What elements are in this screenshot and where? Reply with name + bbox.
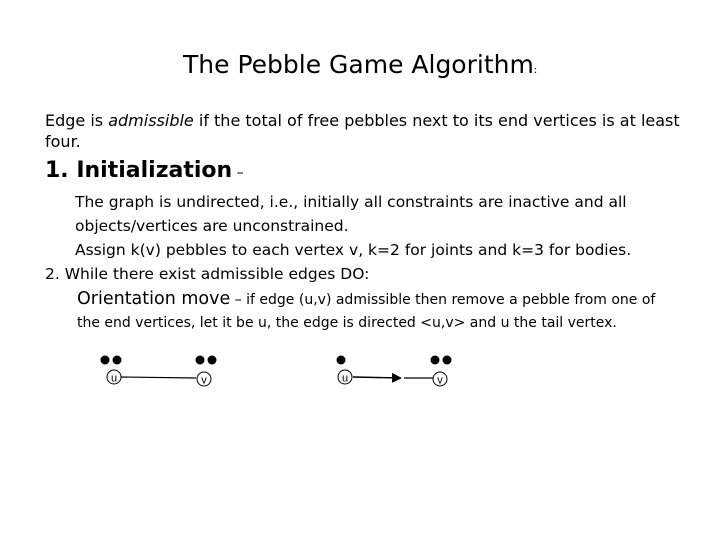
vertex-u-label: u — [341, 372, 349, 385]
directed-edge — [353, 377, 399, 378]
vertex-u-label: u — [110, 372, 118, 385]
pebble — [196, 356, 205, 365]
definition-prefix: Edge is — [45, 111, 109, 130]
title-colon: : — [533, 65, 538, 76]
vertex-v-label: v — [437, 374, 443, 387]
title-text: The Pebble Game Algorithm — [183, 50, 534, 79]
diagram-after — [337, 356, 452, 387]
definition-term: admissible — [108, 111, 194, 130]
definition-suffix: if the total of free pebbles next to its end vertices is at least four. — [45, 111, 680, 151]
initialization-line-2: objects/vertices are unconstrained. — [75, 217, 349, 235]
initialization-line-1: The graph is undirected, i.e., initially all constraints are inactive and all — [75, 193, 627, 211]
pebble — [443, 356, 452, 365]
initialization-line-3: Assign k(v) pebbles to each vertex v, k=2 for joints and k=3 for bodies. — [75, 241, 632, 259]
pebble — [431, 356, 440, 365]
orientation-move-line-2: the end vertices, let it be u, the edge is directed <u,v> and u the tail vertex. — [77, 315, 617, 331]
pebble — [113, 356, 122, 365]
section-while-heading: 2. While there exist admissible edges DO: — [45, 265, 370, 283]
orientation-label: Orientation move — [77, 289, 231, 309]
pebble — [337, 356, 346, 365]
initialization-label: 1. Initialization — [45, 158, 233, 183]
pebble — [101, 356, 110, 365]
initialization-dash: – — [232, 165, 244, 181]
vertex-v-label: v — [201, 374, 207, 387]
undirected-edge — [121, 377, 196, 378]
diagram-before — [101, 356, 217, 387]
orientation-rest-1: – if edge (u,v) admissible then remove a pebble from one of — [230, 292, 656, 308]
pebble — [208, 356, 217, 365]
